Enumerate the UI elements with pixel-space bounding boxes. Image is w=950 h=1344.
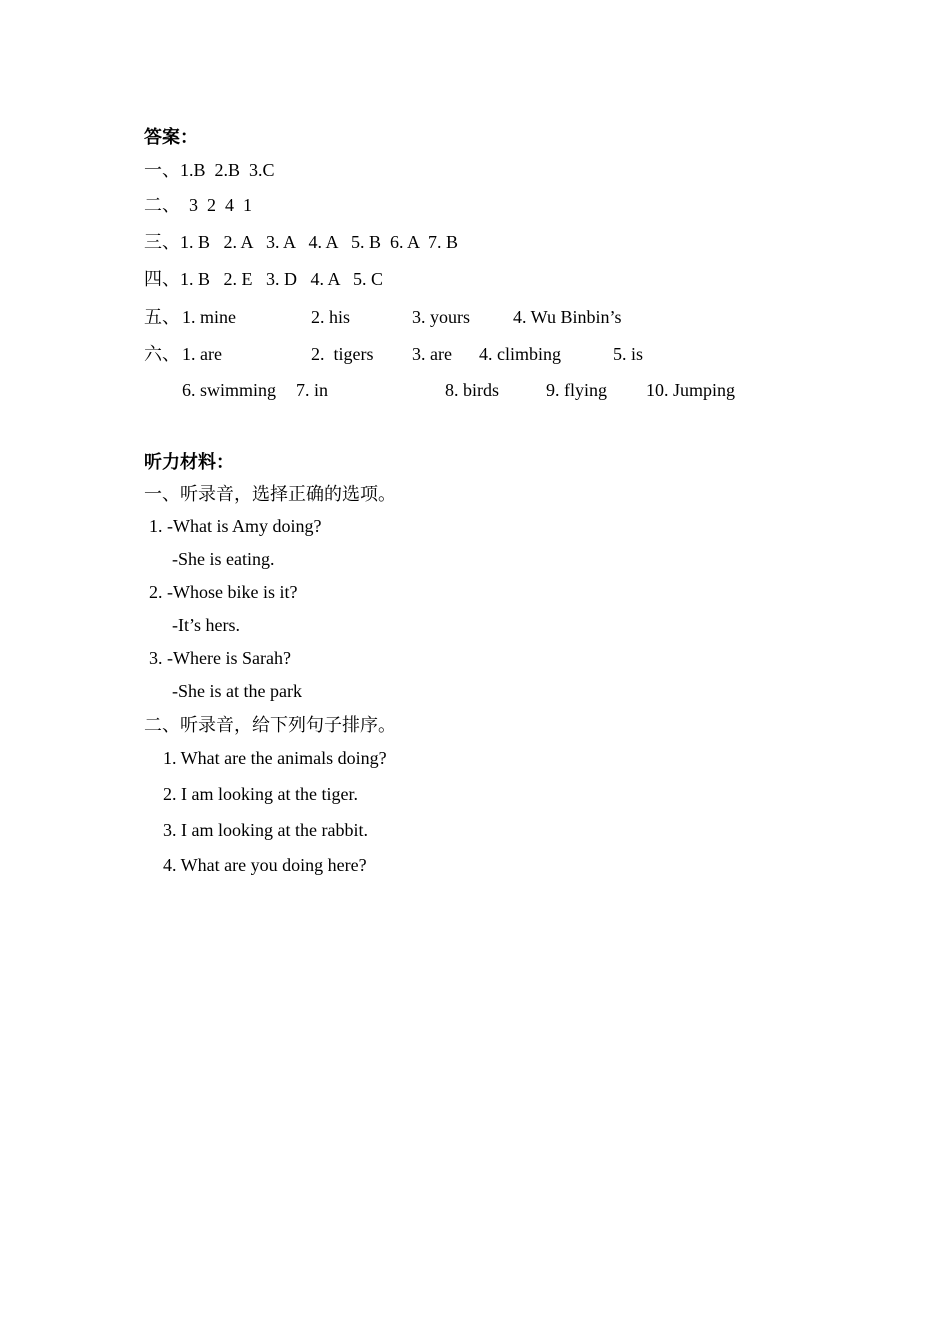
answers-section-4: 四、1. B 2. E 3. D 4. A 5. C [144, 269, 384, 289]
answers-section-6-item: 2. tigers [311, 344, 374, 364]
answers-section-6-item: 3. are [412, 344, 452, 364]
answers-section-6-item: 9. flying [546, 380, 607, 400]
answers-section-5-item: 4. Wu Binbin’s [513, 307, 622, 327]
answers-section-5-item: 1. mine [182, 307, 236, 327]
listening-part-2-line: 3. I am looking at the rabbit. [163, 820, 368, 840]
answers-section-3: 三、1. B 2. A 3. A 4. A 5. B 6. A 7. B [144, 232, 459, 252]
listening-part-2-line: 2. I am looking at the tiger. [163, 784, 358, 804]
answers-section-6-item: 4. climbing [479, 344, 561, 364]
answers-section-6-item: 5. is [613, 344, 644, 364]
listening-part-1-line: -It’s hers. [172, 615, 240, 635]
listening-part-1-line: 3. -Where is Sarah? [149, 648, 291, 668]
listening-part-1-title: 一、听录音，选择正确的选项。 [144, 484, 396, 504]
answers-section-2: 二、 3 2 4 1 [144, 195, 252, 215]
answers-section-6-item: 1. are [182, 344, 222, 364]
answers-section-5-prefix: 五、 [144, 307, 180, 327]
answers-section-6-item: 8. birds [445, 380, 499, 400]
answers-section-6-item: 6. swimming [182, 380, 277, 400]
listening-heading: 听力材料： [144, 452, 234, 472]
listening-part-1-line: -She is at the park [172, 681, 302, 701]
listening-part-2-title: 二、听录音，给下列句子排序。 [144, 715, 396, 735]
answers-section-6-prefix: 六、 [144, 344, 180, 364]
answers-heading: 答案： [144, 127, 198, 147]
answers-section-5-item: 3. yours [412, 307, 470, 327]
listening-part-1-line: -She is eating. [172, 549, 275, 569]
answers-section-6-item: 10. Jumping [646, 380, 736, 400]
listening-part-1-line: 1. -What is Amy doing? [149, 516, 322, 536]
answers-section-6-item: 7. in [296, 380, 329, 400]
answers-section-5-item: 2. his [311, 307, 351, 327]
listening-part-2-line: 1. What are the animals doing? [163, 748, 387, 768]
listening-part-1-line: 2. -Whose bike is it? [149, 582, 298, 602]
listening-part-2-line: 4. What are you doing here? [163, 855, 367, 875]
answers-section-1: 一、1.B 2.B 3.C [144, 160, 275, 180]
